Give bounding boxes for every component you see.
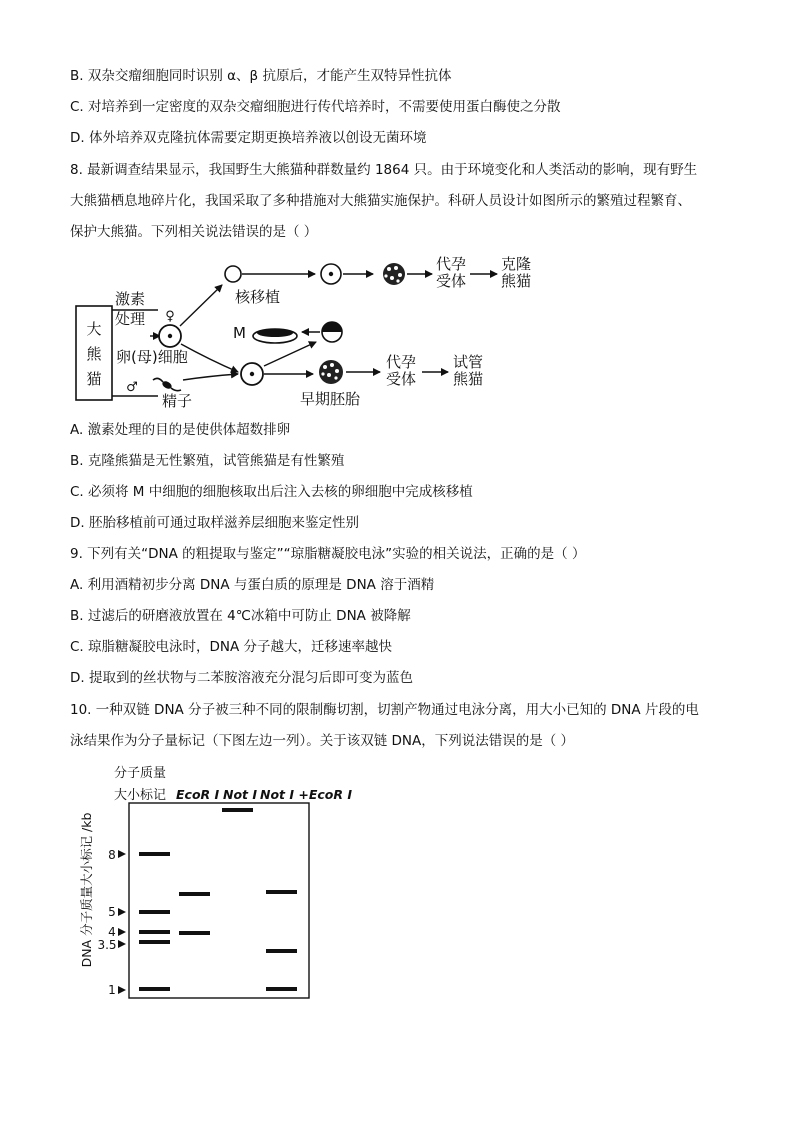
- q9-stem: 9. 下列有关“DNA 的粗提取与鉴定”“琼脂糖凝胶电泳”实验的相关说法，正确的是（ ）: [70, 546, 586, 562]
- q8-stem-line-1: 8. 最新调查结果显示，我国野生大熊猫种群数量约 1864 只。由于环境变化和人类活动的影响，现有野生: [70, 162, 698, 178]
- clone-panda-2: 熊猫: [501, 272, 532, 290]
- band-marker-1kb: [139, 987, 170, 991]
- tick-label-1: 1: [108, 983, 116, 997]
- test-tube-panda-2: 熊猫: [453, 370, 484, 388]
- clone-panda-1: 克隆: [501, 255, 532, 273]
- early-embryo: [319, 360, 343, 384]
- q7-option-d: D. 体外培养双克隆抗体需要定期更换培养液以创设无菌环境: [70, 130, 427, 146]
- q9-option-d: D. 提取到的丝状物与二苯胺溶液充分混匀后即可变为蓝色: [70, 670, 413, 686]
- q8-option-a: A. 激素处理的目的是使供体超数排卵: [70, 422, 291, 438]
- surrogate-bot-2: 受体: [386, 370, 417, 388]
- band-both-lower: [266, 987, 297, 991]
- surrogate-top-2: 受体: [436, 272, 467, 290]
- q7-option-c: C. 对培养到一定密度的双杂交瘤细胞进行传代培养时，不需要使用蛋白酶使之分散: [70, 99, 561, 115]
- surrogate-top-1: 代孕: [436, 255, 467, 273]
- tick-label-5: 5: [108, 905, 116, 919]
- band-marker-8kb: [139, 852, 170, 856]
- culture-dish-m: [253, 329, 297, 343]
- q9-option-a: A. 利用酒精初步分离 DNA 与蛋白质的原理是 DNA 溶于酒精: [70, 577, 435, 593]
- female-symbol: ♀: [165, 309, 175, 324]
- q10-stem-line-1: 10. 一种双链 DNA 分子被三种不同的限制酶切割，切割产物通过电泳分离，用大小已知的 DNA 片段的电: [70, 702, 699, 718]
- band-noti: [222, 808, 253, 812]
- nuclear-transfer-label: 核移植: [235, 288, 281, 306]
- test-tube-panda-1: 试管: [453, 353, 484, 371]
- q8-stem-line-3: 保护大熊猫。下列相关说法错误的是（ ）: [70, 224, 318, 240]
- early-embryo-label: 早期胚胎: [300, 390, 361, 408]
- band-both-upper: [266, 890, 297, 894]
- band-ecori-upper: [179, 892, 210, 896]
- q8-stem-line-2: 大熊猫栖息地碎片化，我国采取了多种措施对大熊猫实施保护。科研人员设计如图所示的繁殖过程繁育、: [70, 193, 691, 209]
- tick-label-3-5: 3.5: [97, 938, 117, 952]
- gel-electrophoresis-figure: [70, 758, 360, 1008]
- lane-ecori-label: EcoR Ⅰ: [176, 787, 220, 802]
- sperm-label: 精子: [162, 392, 193, 410]
- panda-char-2: 熊: [86, 345, 102, 363]
- lane-both-label: Not Ⅰ +EcoR Ⅰ: [260, 787, 353, 802]
- gel-header-1: 分子质量: [114, 766, 167, 781]
- enucleated-egg: [225, 266, 241, 282]
- q7-option-b: B. 双杂交瘤细胞同时识别 α、β 抗原后，才能产生双特异性抗体: [70, 68, 452, 84]
- panda-char-1: 大: [86, 320, 102, 338]
- panda-char-3: 猫: [86, 370, 102, 388]
- surrogate-bot-1: 代孕: [386, 353, 417, 371]
- q10-stem-line-2: 泳结果作为分子量标记（下图左边一列）。关于该双链 DNA，下列说法错误的是（ ）: [70, 733, 575, 749]
- band-marker-3-5kb: [139, 940, 170, 944]
- q8-option-d: D. 胚胎移植前可通过取样滋养层细胞来鉴定性别: [70, 515, 359, 531]
- q9-option-b: B. 过滤后的研磨液放置在 4℃冰箱中可防止 DNA 被降解: [70, 608, 411, 624]
- band-ecori-lower: [179, 931, 210, 935]
- lane-noti-label: Not Ⅰ: [223, 787, 258, 802]
- hormone-label-1: 激素: [115, 290, 146, 308]
- hormone-label-2: 处理: [115, 310, 146, 328]
- gel-frame: [129, 803, 309, 998]
- egg-label: 卵(母)细胞: [116, 348, 188, 366]
- male-symbol: ♂: [126, 380, 138, 395]
- q8-option-b: B. 克隆熊猫是无性繁殖，试管熊猫是有性繁殖: [70, 453, 345, 469]
- m-label: M: [233, 324, 246, 342]
- donor-cell: [322, 322, 342, 342]
- band-both-middle: [266, 949, 297, 953]
- cloned-embryo: [383, 263, 405, 285]
- sperm-icon: [153, 378, 181, 390]
- tick-label-4: 4: [108, 925, 116, 939]
- q9-option-c: C. 琼脂糖凝胶电泳时，DNA 分子越大，迁移速率越快: [70, 639, 393, 655]
- panda-breeding-diagram: [70, 250, 540, 410]
- q8-option-c: C. 必须将 M 中细胞的细胞核取出后注入去核的卵细胞中完成核移植: [70, 484, 473, 500]
- y-axis-label: DNA 分子质量大小标记 /kb: [79, 812, 94, 968]
- band-marker-4kb: [139, 930, 170, 934]
- tick-label-8: 8: [108, 848, 116, 862]
- gel-header-2: 大小标记: [114, 788, 167, 803]
- band-marker-5kb: [139, 910, 170, 914]
